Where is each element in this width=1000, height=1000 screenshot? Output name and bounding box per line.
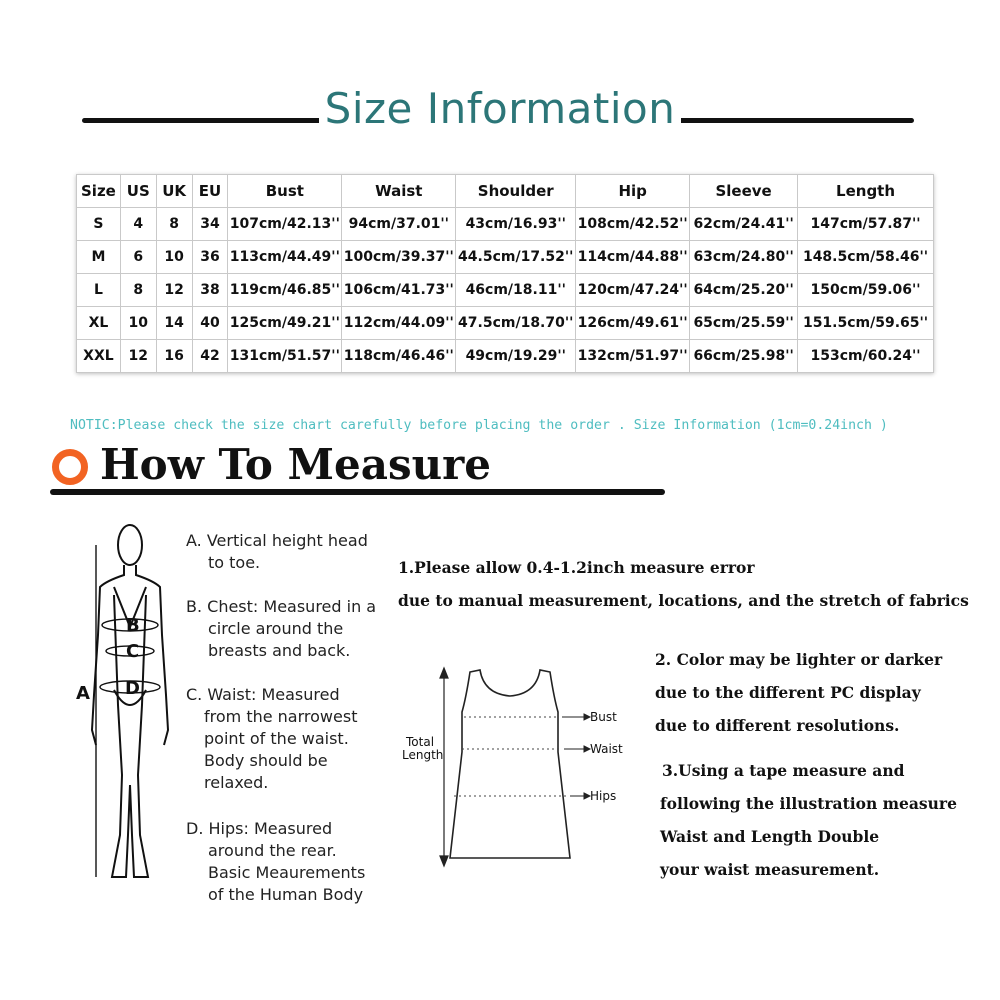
table-cell: 47.5cm/18.70'': [456, 307, 576, 340]
desc-a: [186, 530, 368, 574]
dress-label-hips: Hips: [590, 789, 617, 803]
table-cell: 118cm/46.46'': [342, 340, 456, 373]
table-row: [77, 208, 934, 241]
table-cell: 108cm/42.52'': [576, 208, 690, 241]
body-figure-illustration: [70, 515, 180, 895]
dress-measure-lines: [454, 717, 566, 796]
table-cell: XL: [77, 307, 121, 340]
table-cell: 151.5cm/59.65'': [798, 307, 934, 340]
desc-line: C. Waist: Measured: [186, 685, 340, 704]
table-cell: 14: [156, 307, 192, 340]
header-size: Size: [77, 175, 121, 208]
desc-line: D. Hips: Measured: [186, 819, 333, 838]
table-cell: 38: [192, 274, 228, 307]
desc-line: around the rear.: [208, 841, 337, 860]
table-cell: 94cm/37.01'': [342, 208, 456, 241]
table-header-row: [77, 175, 934, 208]
header-waist: Waist: [342, 175, 456, 208]
header-sleeve: Sleeve: [690, 175, 798, 208]
note-2-line-2: due to the different PC display: [655, 683, 921, 702]
table-cell: 4: [120, 208, 156, 241]
desc-line: A. Vertical height head: [186, 531, 368, 550]
header-eu: EU: [192, 175, 228, 208]
table-cell: 131cm/51.57'': [228, 340, 342, 373]
table-cell: 132cm/51.97'': [576, 340, 690, 373]
desc-b: [186, 596, 376, 662]
desc-line: point of the waist.: [204, 729, 349, 748]
table-cell: 43cm/16.93'': [456, 208, 576, 241]
note-2-line-3: due to different resolutions.: [655, 716, 900, 735]
table-cell: 12: [156, 274, 192, 307]
note-2-line-1: 2. Color may be lighter or darker: [655, 650, 943, 669]
header-hip: Hip: [576, 175, 690, 208]
table-cell: 8: [120, 274, 156, 307]
table-cell: 46cm/18.11'': [456, 274, 576, 307]
orange-circle-icon: [52, 449, 88, 485]
total-length-arrow-icon: [440, 668, 448, 866]
how-to-measure-title: How To Measure: [100, 440, 492, 489]
body-label-d: D: [125, 678, 140, 699]
table-cell: S: [77, 208, 121, 241]
table-cell: 150cm/59.06'': [798, 274, 934, 307]
table-cell: 114cm/44.88'': [576, 241, 690, 274]
table-cell: 8: [156, 208, 192, 241]
desc-line: to toe.: [208, 553, 261, 572]
note-3-line-4: your waist measurement.: [660, 860, 880, 879]
body-label-c: C: [126, 641, 140, 662]
how-to-measure-underline: [50, 489, 665, 495]
table-cell: 40: [192, 307, 228, 340]
table-cell: 42: [192, 340, 228, 373]
dress-outline-icon: [450, 670, 570, 858]
desc-line: breasts and back.: [208, 641, 351, 660]
table-cell: 34: [192, 208, 228, 241]
table-cell: 10: [156, 241, 192, 274]
dress-label-length: Length: [402, 748, 444, 762]
size-table: [76, 174, 934, 373]
header-bust: Bust: [228, 175, 342, 208]
note-3-line-3: Waist and Length Double: [660, 827, 880, 846]
note-1-line-1: 1.Please allow 0.4-1.2inch measure error: [398, 558, 755, 577]
body-label-b: B: [126, 615, 140, 636]
table-row: [77, 274, 934, 307]
table-cell: 148.5cm/58.46'': [798, 241, 934, 274]
table-cell: M: [77, 241, 121, 274]
table-cell: 125cm/49.21'': [228, 307, 342, 340]
desc-line: Body should be: [204, 751, 328, 770]
dress-diagram: [398, 662, 638, 874]
table-cell: 12: [120, 340, 156, 373]
table-cell: XXL: [77, 340, 121, 373]
table-cell: 153cm/60.24'': [798, 340, 934, 373]
note-3-line-1: 3.Using a tape measure and: [662, 761, 905, 780]
page-title: [0, 84, 1000, 133]
table-cell: 119cm/46.85'': [228, 274, 342, 307]
table-cell: 126cm/49.61'': [576, 307, 690, 340]
note-3-line-2: following the illustration measure: [660, 794, 957, 813]
table-row: [77, 340, 934, 373]
body-outline-icon: [92, 525, 168, 877]
desc-line: circle around the: [208, 619, 344, 638]
table-cell: 106cm/41.73'': [342, 274, 456, 307]
table-cell: 6: [120, 241, 156, 274]
table-cell: 147cm/57.87'': [798, 208, 934, 241]
table-cell: 64cm/25.20'': [690, 274, 798, 307]
header-us: US: [120, 175, 156, 208]
table-cell: 107cm/42.13'': [228, 208, 342, 241]
desc-line: Basic Meaurements: [208, 863, 366, 882]
desc-line: relaxed.: [204, 773, 269, 792]
table-cell: 10: [120, 307, 156, 340]
dress-label-bust: Bust: [590, 710, 617, 724]
table-cell: 120cm/47.24'': [576, 274, 690, 307]
dress-label-waist: Waist: [590, 742, 623, 756]
table-cell: 44.5cm/17.52'': [456, 241, 576, 274]
table-cell: 113cm/44.49'': [228, 241, 342, 274]
table-cell: 66cm/25.98'': [690, 340, 798, 373]
desc-d: [186, 818, 365, 906]
table-cell: 16: [156, 340, 192, 373]
header-uk: UK: [156, 175, 192, 208]
body-label-a: A: [76, 683, 90, 704]
page-title-text: Size Information: [319, 84, 682, 133]
header-length: Length: [798, 175, 934, 208]
table-cell: 112cm/44.09'': [342, 307, 456, 340]
table-cell: 62cm/24.41'': [690, 208, 798, 241]
table-cell: 100cm/39.37'': [342, 241, 456, 274]
table-row: [77, 241, 934, 274]
table-cell: 65cm/25.59'': [690, 307, 798, 340]
table-cell: 49cm/19.29'': [456, 340, 576, 373]
table-row: [77, 307, 934, 340]
desc-line: B. Chest: Measured in a: [186, 597, 377, 616]
table-cell: L: [77, 274, 121, 307]
label-arrows-icon: [562, 714, 590, 799]
table-cell: 36: [192, 241, 228, 274]
note-1-line-2: due to manual measurement, locations, and the stretch of fabrics: [398, 591, 969, 610]
table-cell: 63cm/24.80'': [690, 241, 798, 274]
dress-label-total: Total: [406, 735, 435, 749]
desc-line: from the narrowest: [204, 707, 358, 726]
header-shoulder: Shoulder: [456, 175, 576, 208]
desc-c: [186, 684, 357, 794]
notice-text: NOTIC:Please check the size chart carefully before placing the order . Size Information (1cm=0.24inch ): [70, 418, 888, 433]
desc-line: of the Human Body: [208, 885, 364, 904]
